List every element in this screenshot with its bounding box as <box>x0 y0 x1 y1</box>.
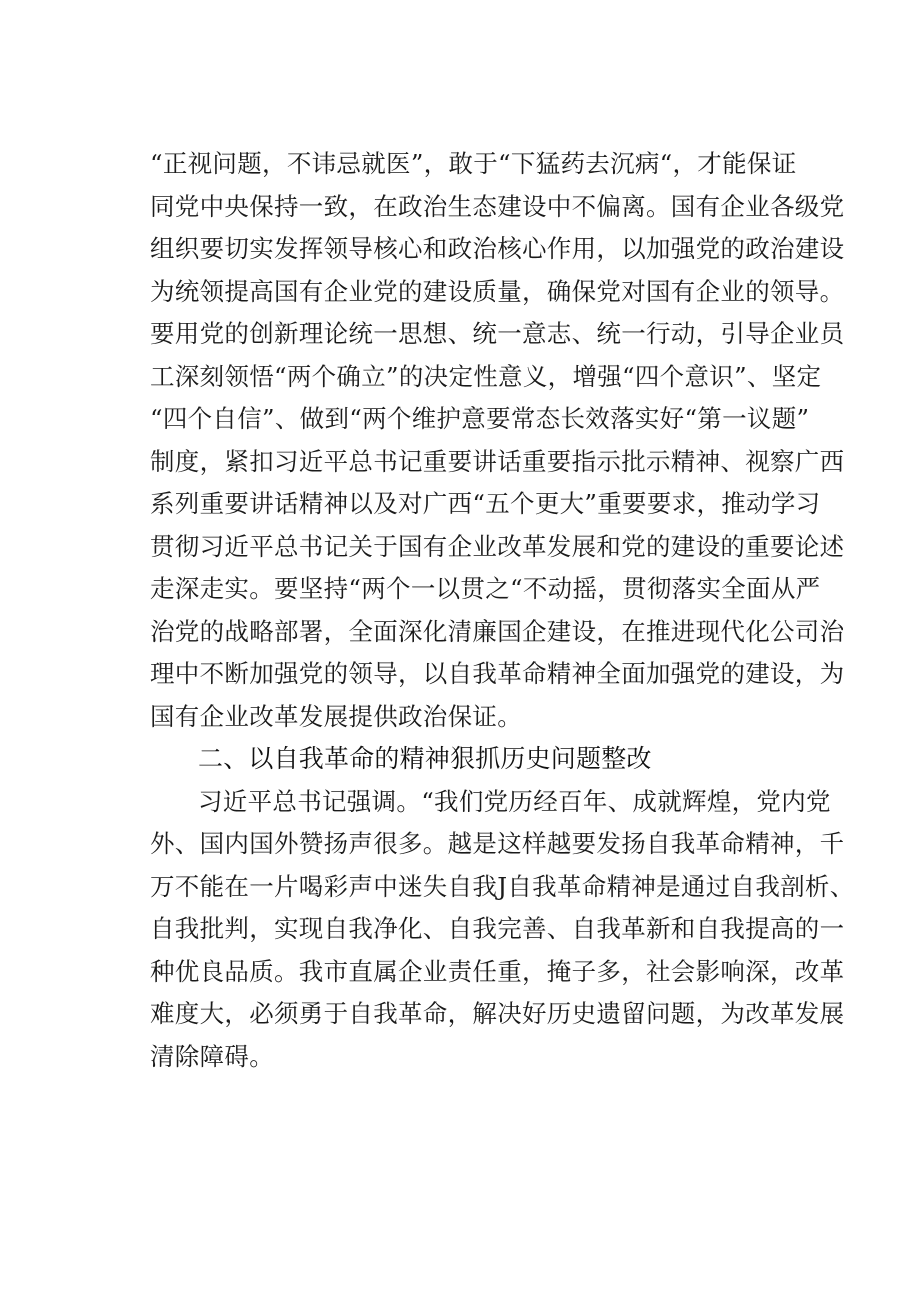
paragraph-line: 贯彻习近平总书记关于国有企业改革发展和党的建设的重要论述 <box>150 531 845 561</box>
paragraph-line: 难度大，必须勇于自我革命，解决好历史遗留问题，为改革发展 <box>150 999 845 1028</box>
section-heading: 二、以自我革命的精神狠抓历史问题整改 <box>198 744 652 773</box>
paragraph-line: 国有企业改革发展提供政治保证。 <box>150 701 522 731</box>
paragraph-line: 外、国内国外赞扬声很多。越是这样越要发扬自我革命精神，千 <box>150 829 845 858</box>
paragraph-line: 习近平总书记强调。“我们党历经百年、成就辉煌，党内党 <box>198 786 831 816</box>
paragraph-line: 理中不断加强党的领导，以自我革命精神全面加强党的建设，为 <box>150 659 845 688</box>
paragraph-line: 为统领提高国有企业党的建设质量，确保党对国有企业的领导。 <box>150 276 845 306</box>
paragraph-line: 自我批判，实现自我净化、自我完善、自我革新和自我提高的一 <box>150 914 845 943</box>
paragraph-line: 要用党的创新理论统一思想、统一意志、统一行动，引导企业员 <box>150 319 845 348</box>
paragraph-line: “四个自信”、做到“两个维护意要常态长效落实好“第一议题” <box>150 404 810 433</box>
document-body <box>150 143 855 1078</box>
paragraph-1 <box>150 143 845 738</box>
paragraph-line: 同党中央保持一致，在政治生态建设中不偏离。国有企业各级党 <box>150 191 845 221</box>
paragraph-line: 组织要切实发挥领导核心和政治核心作用，以加强党的政治建设 <box>150 234 845 263</box>
paragraph-line: 制度，紧扣习近平总书记重要讲话重要指示批示精神、视察广西 <box>150 446 845 476</box>
paragraph-line: 治党的战略部署，全面深化清廉国企建设，在推进现代化公司治 <box>150 616 845 646</box>
paragraph-line: 走深走实。要坚持“两个一以贯之“不动摇，贯彻落实全面从严 <box>150 574 821 603</box>
paragraph-line: 种优良品质。我市直属企业责任重，掩子多，社会影响深，改革 <box>150 956 845 986</box>
paragraph-line: 系列重要讲话精神以及对广西“五个更大”重要要求，推动学习 <box>150 489 821 518</box>
paragraph-line: 清除障碍。 <box>150 1041 274 1071</box>
paragraph-line: “正视问题，不讳忌就医”，敢于“下猛药去沉病“，才能保证 <box>150 149 797 178</box>
paragraph-line: 万不能在一片喝彩声中迷失自我J自我革命精神是通过自我剖析、 <box>150 871 855 901</box>
paragraph-line: 工深刻领悟“两个确立”的决定性意义，增强“四个意识”、坚定 <box>150 361 822 391</box>
paragraph-2 <box>150 781 855 1079</box>
